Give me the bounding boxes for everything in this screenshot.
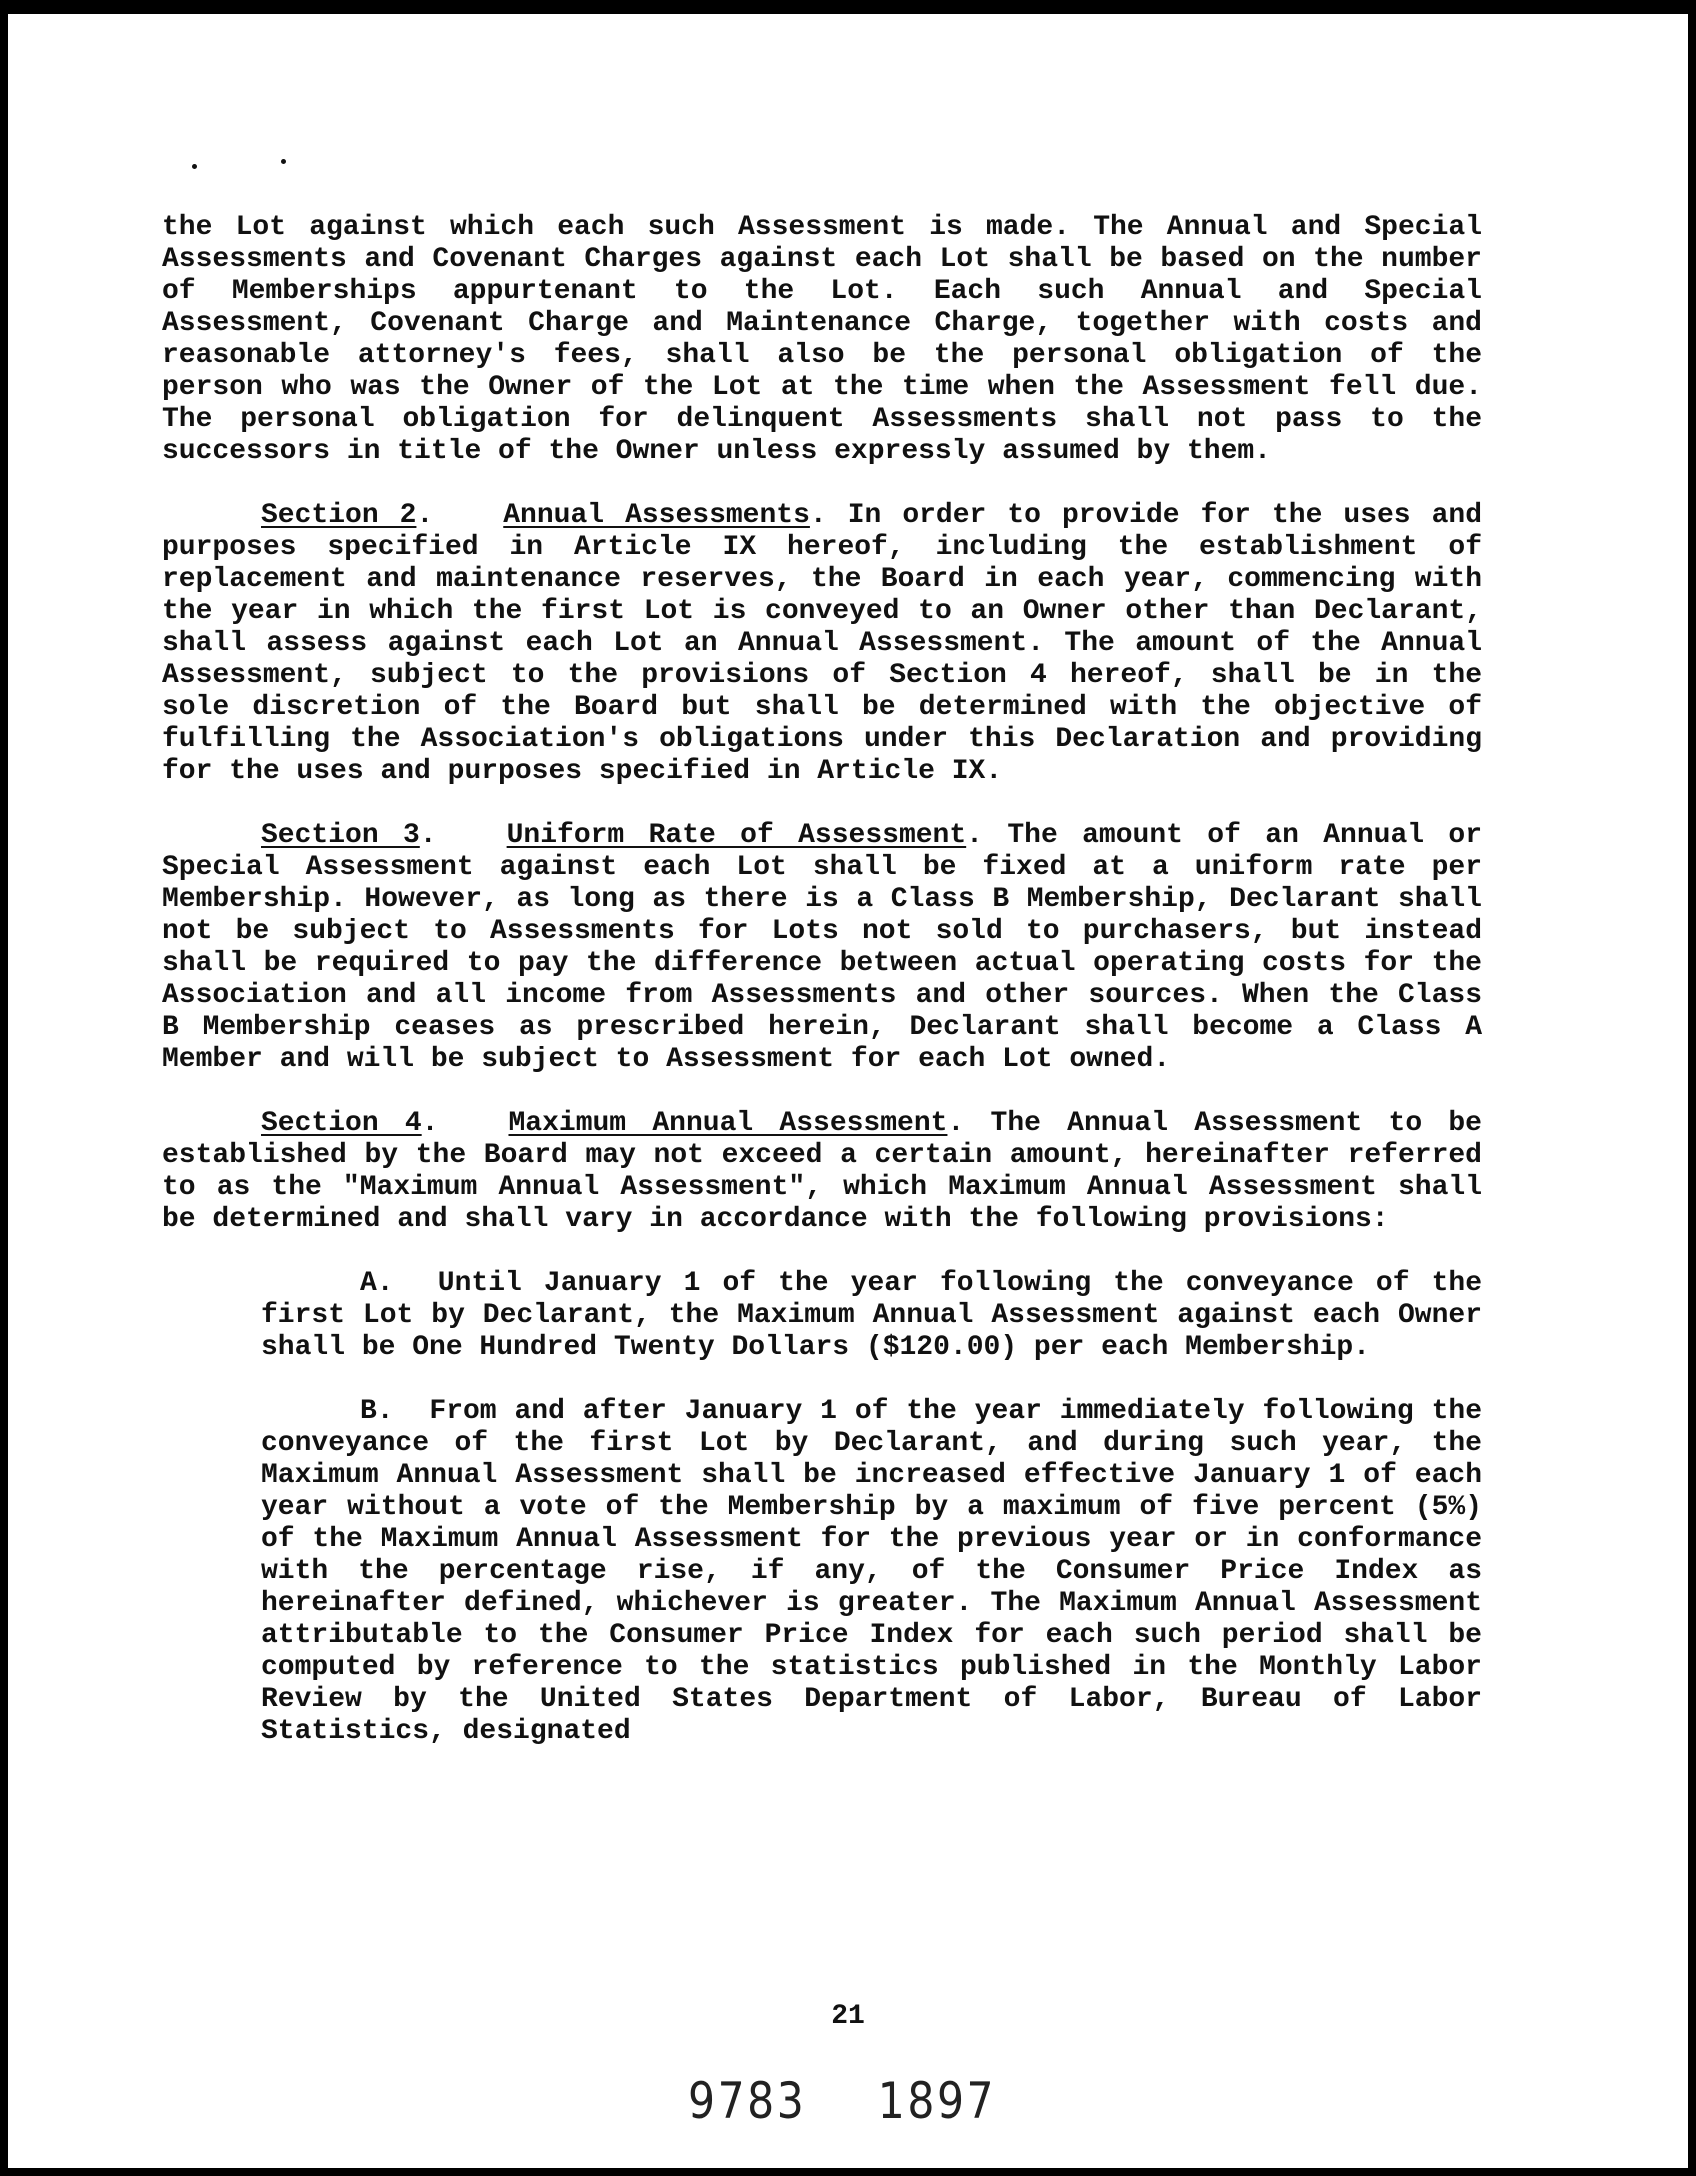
subsection-b bbox=[261, 1396, 1482, 1748]
subsection-a-body: Until January 1 of the year following the conveyance of the first Lot by Declarant, the Maximum Annual Assessment against each Owner shall be One Hundred Twenty Dollars ($120.00) per each Membership. bbox=[261, 1268, 1482, 1363]
subsection-a bbox=[261, 1268, 1482, 1364]
subsection-a-label: A. bbox=[360, 1268, 394, 1299]
section-3-heading: Uniform Rate of Assessment bbox=[506, 820, 967, 851]
document-body bbox=[162, 212, 1482, 1780]
page-number: 21 bbox=[831, 2001, 865, 2032]
document-page bbox=[8, 14, 1688, 2168]
section-2-body: In order to provide for the uses and purposes specified in Article IX hereof, including the establishment of replacement and maintenance reserves, the Board in each year, commencing with the year in which the first Lot is conveyed to an Owner other than Declarant, shall assess against each Lot an Annual Assessment. The amount of the Annual Assessment, subject to the provisions of Section 4 hereof, shall be in the sole discretion of the Board but shall be determined with the objective of fulfilling the Association's obligations under this Declaration and providing for the uses and purposes specified in Article IX. bbox=[162, 500, 1483, 787]
section-2-label: Section 2 bbox=[261, 500, 417, 531]
section-2: Section 2. Annual Assessments. In order to provide for the uses and purposes specified in Article IX hereof, including the establishment of replacement and maintenance reserves, the Board in each year, commencing with the year in which the first Lot is conveyed to an Owner other than Declarant, shall assess against each Lot an Annual Assessment. The amount of the Annual Assessment, subject to the provisions of Section 4 hereof, shall be in the sole discretion of the Board but shall be determined with the objective of fulfilling the Association's obligations under this Declaration and providing for the uses and purposes specified in Article IX. bbox=[162, 500, 1483, 787]
section-2-heading: Annual Assessments bbox=[503, 500, 810, 531]
section-3: Section 3. Uniform Rate of Assessment. The amount of an Annual or Special Assessment against each Lot shall be fixed at a uniform rate per Membership. However, as long as there is a Class B Membership, Declarant shall not be subject to Assessments for Lots not sold to purchasers, but instead shall be required to pay the difference between actual operating costs for the Association and all income from Assessments and other sources. When the Class B Membership ceases as prescribed herein, Declarant shall become a Class A Member and will be subject to Assessment for each Lot owned. bbox=[162, 820, 1483, 1075]
intro-paragraph: the Lot against which each such Assessment is made. The Annual and Special Assessments and Covenant Charges against each Lot shall be based on the number of Memberships appurtenant to the Lot. Each such Annual and Special Assessment, Covenant Charge and Maintenance Charge, together with costs and reasonable attorney's fees, shall also be the personal obligation of the person who was the Owner of the Lot at the time when the Assessment fell due. The personal obligation for delinquent Assessments shall not pass to the successors in title of the Owner unless expressly assumed by them. bbox=[162, 212, 1482, 467]
section-4-label: Section 4 bbox=[261, 1108, 422, 1139]
stamp-left-number: 9783 bbox=[688, 2072, 807, 2130]
section-4-heading: Maximum Annual Assessment bbox=[508, 1108, 948, 1139]
section-4-body: The Annual Assessment to be established by the Board may not exceed a certain amount, hereinafter referred to as the "Maximum Annual Assessment", which Maximum Annual Assessment shall be determined and shall vary in accordance with the following provisions: bbox=[162, 1108, 1482, 1235]
subsection-b-body: From and after January 1 of the year immediately following the conveyance of the first Lot by Declarant, and during such year, the Maximum Annual Assessment shall be increased effective January 1 of each year without a vote of the Membership by a maximum of five percent (5%) of the Maximum Annual Assessment for the previous year or in conformance with the percentage rise, if any, of the Consumer Price Index as hereinafter defined, whichever is greater. The Maximum Annual Assessment attributable to the Consumer Price Index for each such period shall be computed by reference to the statistics published in the Monthly Labor Review by the United States Department of Labor, Bureau of Labor Statistics, designated bbox=[261, 1396, 1482, 1747]
scan-speck bbox=[281, 159, 286, 164]
section-3-body: The amount of an Annual or Special Assessment against each Lot shall be fixed at a uniform rate per Membership. However, as long as there is a Class B Membership, Declarant shall not be subject to Assessments for Lots not sold to purchasers, but instead shall be required to pay the difference between actual operating costs for the Association and all income from Assessments and other sources. When the Class B Membership ceases as prescribed herein, Declarant shall become a Class A Member and will be subject to Assessment for each Lot owned. bbox=[162, 820, 1483, 1075]
document-stamp bbox=[688, 2072, 996, 2130]
section-3-label: Section 3 bbox=[261, 820, 420, 851]
section-4: Section 4. Maximum Annual Assessment. The Annual Assessment to be established by the Board may not exceed a certain amount, hereinafter referred to as the "Maximum Annual Assessment", which Maximum Annual Assessment shall be determined and shall vary in accordance with the following provisions: bbox=[162, 1108, 1482, 1235]
subsection-b-label: B. bbox=[360, 1396, 394, 1427]
stamp-right-number: 1897 bbox=[877, 2072, 997, 2130]
scan-speck bbox=[192, 164, 197, 169]
